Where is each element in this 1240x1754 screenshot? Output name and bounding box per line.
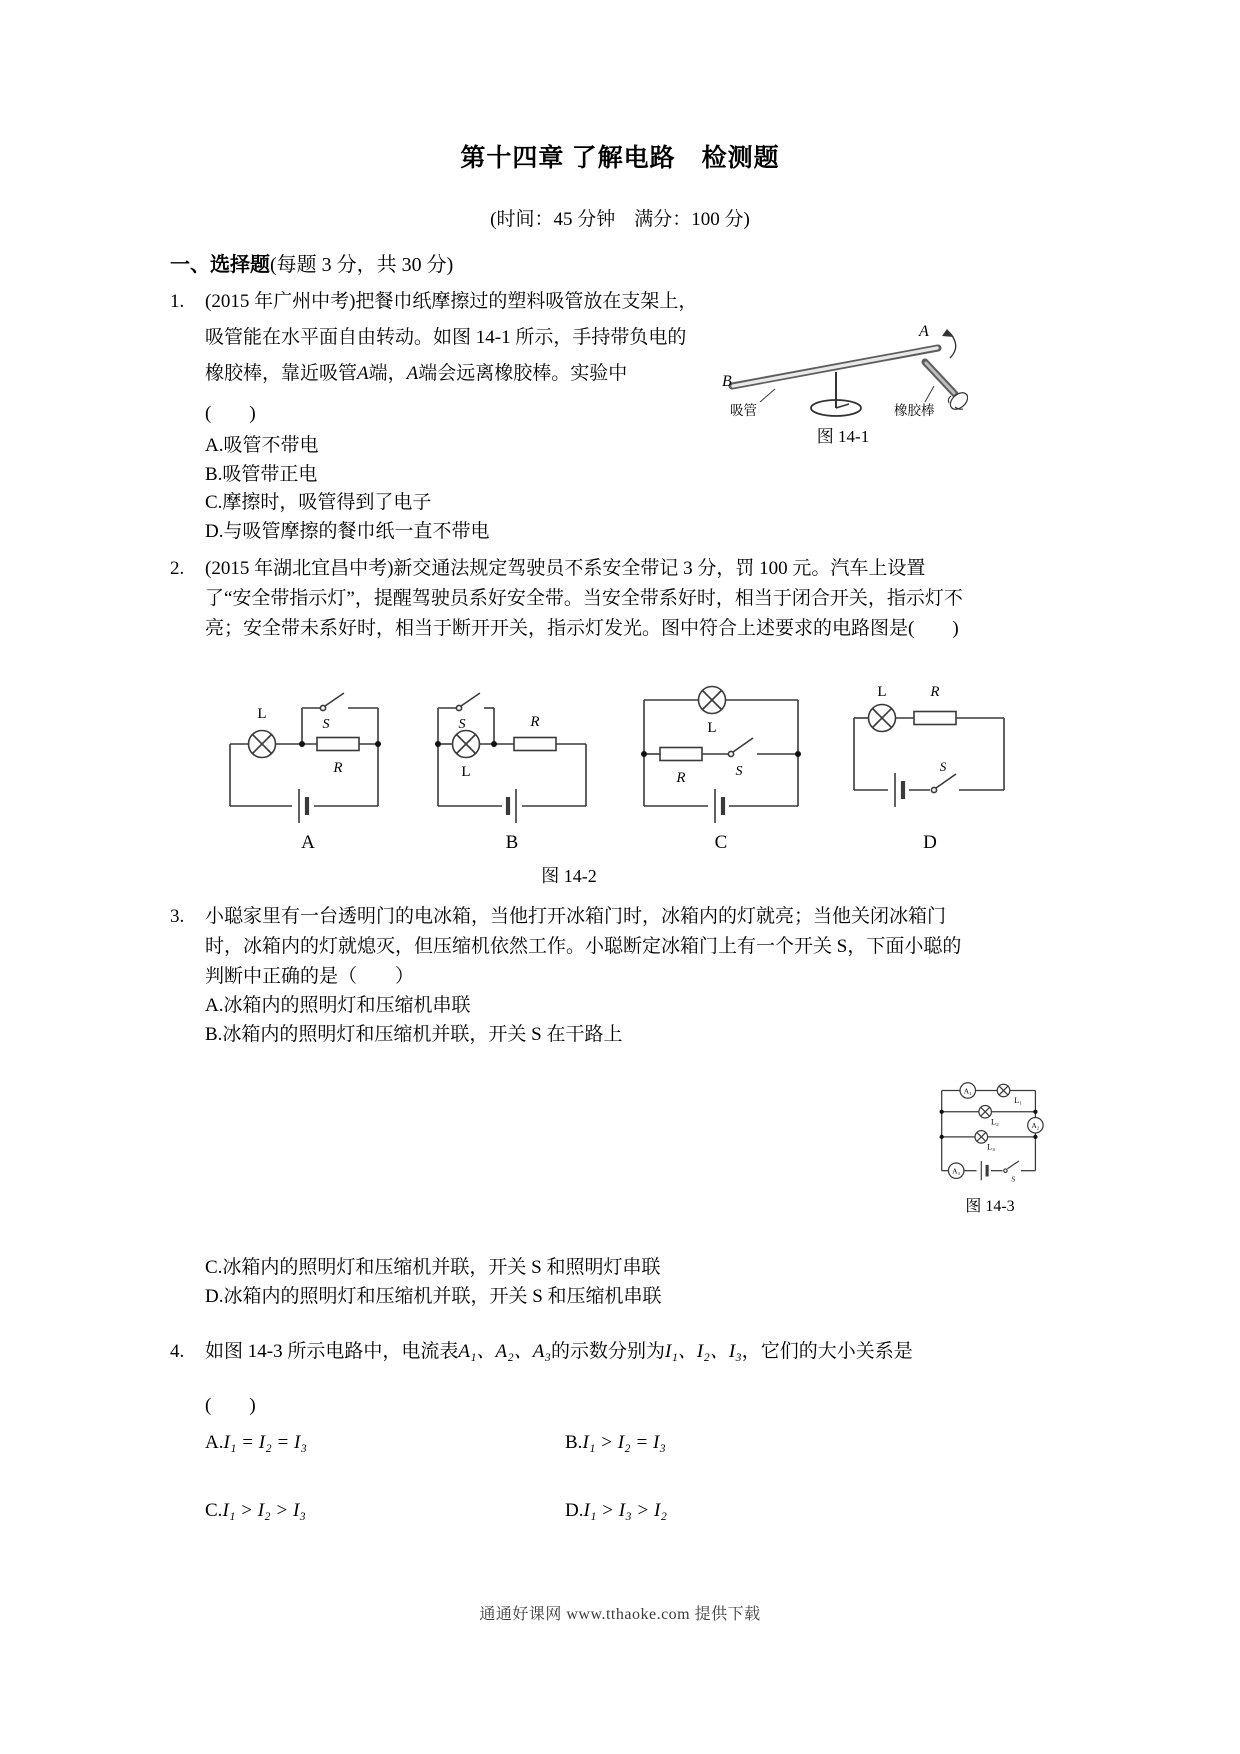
option-label: D. [565,1499,584,1521]
rubber-rod [925,362,955,394]
option-b [565,1432,925,1454]
lamp-symbol-l3 [975,1131,988,1144]
junction-dot [641,751,647,757]
question-2-text: (2015 年湖北宜昌中考)新交通法规定驾驶员不系安全带记 3 分，罚 100 元。汽车上设置了“安全带指示灯”，提醒驾驶员系好安全带。当安全带系好时，相当于闭合开关，指示灯不亮；安全带未系好时，相当于断开开关，指示灯发光。图中符合上述要求的电路图是( ) [205,558,963,640]
question-3-figure-gap [205,1049,1040,1254]
resistor-label: R [333,760,343,777]
answer-blank: ( ) [205,403,256,425]
ammeter-symbol-a2 [1028,1118,1043,1133]
question-3 [170,902,1040,1311]
switch-label: S [458,717,466,733]
question-4-text-seg3: ，它们的大小关系是 [741,1341,913,1363]
junction-dot [1033,1110,1037,1114]
point-a-var: A [357,363,369,385]
lamp-symbol [249,731,276,758]
question-1-text-seg3: 端会远离橡胶棒。实验中 [418,363,628,385]
section-heading [170,248,453,277]
option-expression: I₁ > I₃ > I₂ [583,1499,667,1521]
wires [854,718,1004,790]
junction-dot [435,741,441,747]
lamp-label: L [707,720,717,737]
battery-symbol [715,789,723,823]
point-a-var: A [406,363,419,385]
battery-symbol [508,789,516,823]
option-expression: I₁ > I₂ = I₃ [582,1431,666,1453]
circuit-diagram-a [222,678,394,854]
option-label: C. [205,1499,223,1521]
option-c: C.摩擦时，吸管得到了电子 [205,492,432,514]
lamp-symbol [453,731,480,758]
page-footer: 通通好课网 www.tthaoke.com 提供下载 [479,1606,761,1623]
ammeter-a3-label: A₃ [952,1168,961,1177]
circuit-d-label: D [923,832,937,854]
ammeter-a1-label: A₁ [963,1087,972,1096]
battery-symbol [895,773,903,807]
straw-end-a-label: A [919,323,929,340]
page-subtitle: (时间：45 分钟 满分：100 分) [490,209,750,230]
current-names: I₁、I₂、I₃ [664,1341,742,1363]
wires [230,708,378,806]
straw-annotation: 吸管 [730,403,757,418]
option-a: A.冰箱内的照明灯和压缩机串联 [205,995,471,1017]
figure-14-3 [932,1077,1048,1216]
question-1 [170,284,968,546]
question-4-options [205,1432,968,1522]
circuit-diagram-c [630,678,812,854]
question-3-options-cd [205,1254,968,1311]
question-4-text [205,1337,968,1367]
resistor-label: R [676,770,686,787]
switch-symbol [1004,1161,1019,1172]
junction-dot [1033,1135,1037,1139]
question-1-text-seg1: (2015 年广州中考)把餐巾纸摩擦过的塑料吸管放在支架上，吸管能在水平面自由转动。如图 14-1 所示，手持带负电的橡胶棒，靠近吸管 [205,291,698,385]
lamp-label: L [877,684,887,701]
section-heading-label: 一、选择题 [170,254,270,276]
option-c [205,1500,565,1522]
circuit-diagram-d [844,678,1016,854]
resistor-label: R [930,684,940,701]
resistor-symbol [317,738,359,751]
option-expression: I₁ > I₂ > I₃ [222,1499,306,1521]
battery-symbol [981,1161,987,1180]
lamp-symbol [699,687,726,714]
switch-label: S [735,764,743,780]
resistor-symbol [914,712,956,725]
lamp-label: L [257,706,267,723]
ammeter-a2-label: A₂ [1031,1122,1040,1131]
lamp-l2-label: L₂ [990,1117,999,1127]
figure-14-2 [170,678,968,854]
option-a [205,1432,565,1454]
straw-end-b-label: B [722,373,732,390]
question-4-text-seg1: 如图 14-3 所示电路中，电流表 [205,1341,459,1363]
straw-experiment-diagram [718,298,968,418]
switch-symbol [931,774,956,793]
question-2 [170,554,968,644]
answer-blank: ( ) [205,1395,256,1417]
stand [811,372,861,416]
switch-label: S [322,717,330,733]
circuit-c-label: C [714,832,728,854]
document-content [170,284,1040,1522]
section-heading-note: (每题 3 分，共 30 分) [270,254,454,276]
figure-14-1-caption: 图 14-1 [816,427,870,446]
question-1-number: 1. [170,291,185,312]
question-4 [170,1337,968,1521]
lamp-symbol-l1 [997,1085,1010,1098]
junction-dot [299,741,305,747]
question-3-options-ab [205,992,968,1049]
switch-label: S [939,759,947,775]
circuit-diagram-b [426,678,598,854]
junction-dot [940,1110,944,1114]
figure-14-2-caption: 图 14-2 [541,866,597,887]
option-d [565,1500,925,1522]
figure-14-3-caption: 图 14-3 [965,1198,1015,1216]
ammeter-symbol-a3 [948,1163,963,1178]
resistor-symbol [514,738,556,751]
question-3-number: 3. [170,906,185,928]
option-label: B. [565,1431,583,1453]
question-1-text-seg2: 端， [368,363,407,385]
option-d: D.冰箱内的照明灯和压缩机并联，开关 S 和压缩机串联 [205,1285,662,1307]
junction-dot [491,741,497,747]
switch-label: S [1011,1174,1016,1184]
question-1-body [205,284,968,546]
ammeter-symbol-a1 [960,1083,975,1098]
lamp-label: L [461,764,471,781]
figure-14-1 [718,298,968,447]
question-4-number: 4. [170,1341,185,1363]
junction-dot [375,741,381,747]
ammeter-names: A₁、A₂、A₃ [458,1341,551,1363]
lamp-l3-label: L₃ [987,1142,995,1152]
battery-symbol [299,789,307,823]
lamp-symbol [869,705,896,732]
page-title: 第十四章 了解电路 检测题 [460,145,780,172]
junction-dot [940,1135,944,1139]
lamp-symbol-l2 [979,1106,992,1119]
option-d: D.与吸管摩擦的餐巾纸一直不带电 [205,520,490,542]
option-label: A. [205,1431,224,1453]
option-b: B.冰箱内的照明灯和压缩机并联，开关 S 在干路上 [205,1023,623,1045]
rotation-arrow-icon [942,329,956,358]
switch-symbol [728,738,753,757]
question-2-number: 2. [170,558,185,580]
question-3-text: 小聪家里有一台透明门的电冰箱，当他打开冰箱门时，冰箱内的灯就亮；当他关闭冰箱门时，冰箱内的灯就熄灭，但压缩机依然工作。小聪断定冰箱门上有一个开关 S，下面小聪的判断中正确的是（ ） [205,906,962,988]
option-a: A.吸管不带电 [205,435,319,457]
rubber-rod-annotation: 橡胶棒 [894,403,935,418]
option-c: C.冰箱内的照明灯和压缩机并联，开关 S 和照明灯串联 [205,1257,661,1279]
circuit-a-label: A [301,832,315,854]
switch-symbol [456,693,480,711]
option-expression: I₁ = I₂ = I₃ [223,1431,307,1453]
question-4-text-seg2: 的示数分别为 [550,1341,665,1363]
resistor-label: R [530,714,540,731]
option-b: B.吸管带正电 [205,463,318,485]
resistor-symbol [660,748,702,761]
circuit-b-label: B [505,832,519,854]
switch-symbol [320,693,344,711]
junction-dot [795,751,801,757]
question-1-options [205,432,968,546]
lamp-l1-label: L₁ [1014,1096,1023,1106]
